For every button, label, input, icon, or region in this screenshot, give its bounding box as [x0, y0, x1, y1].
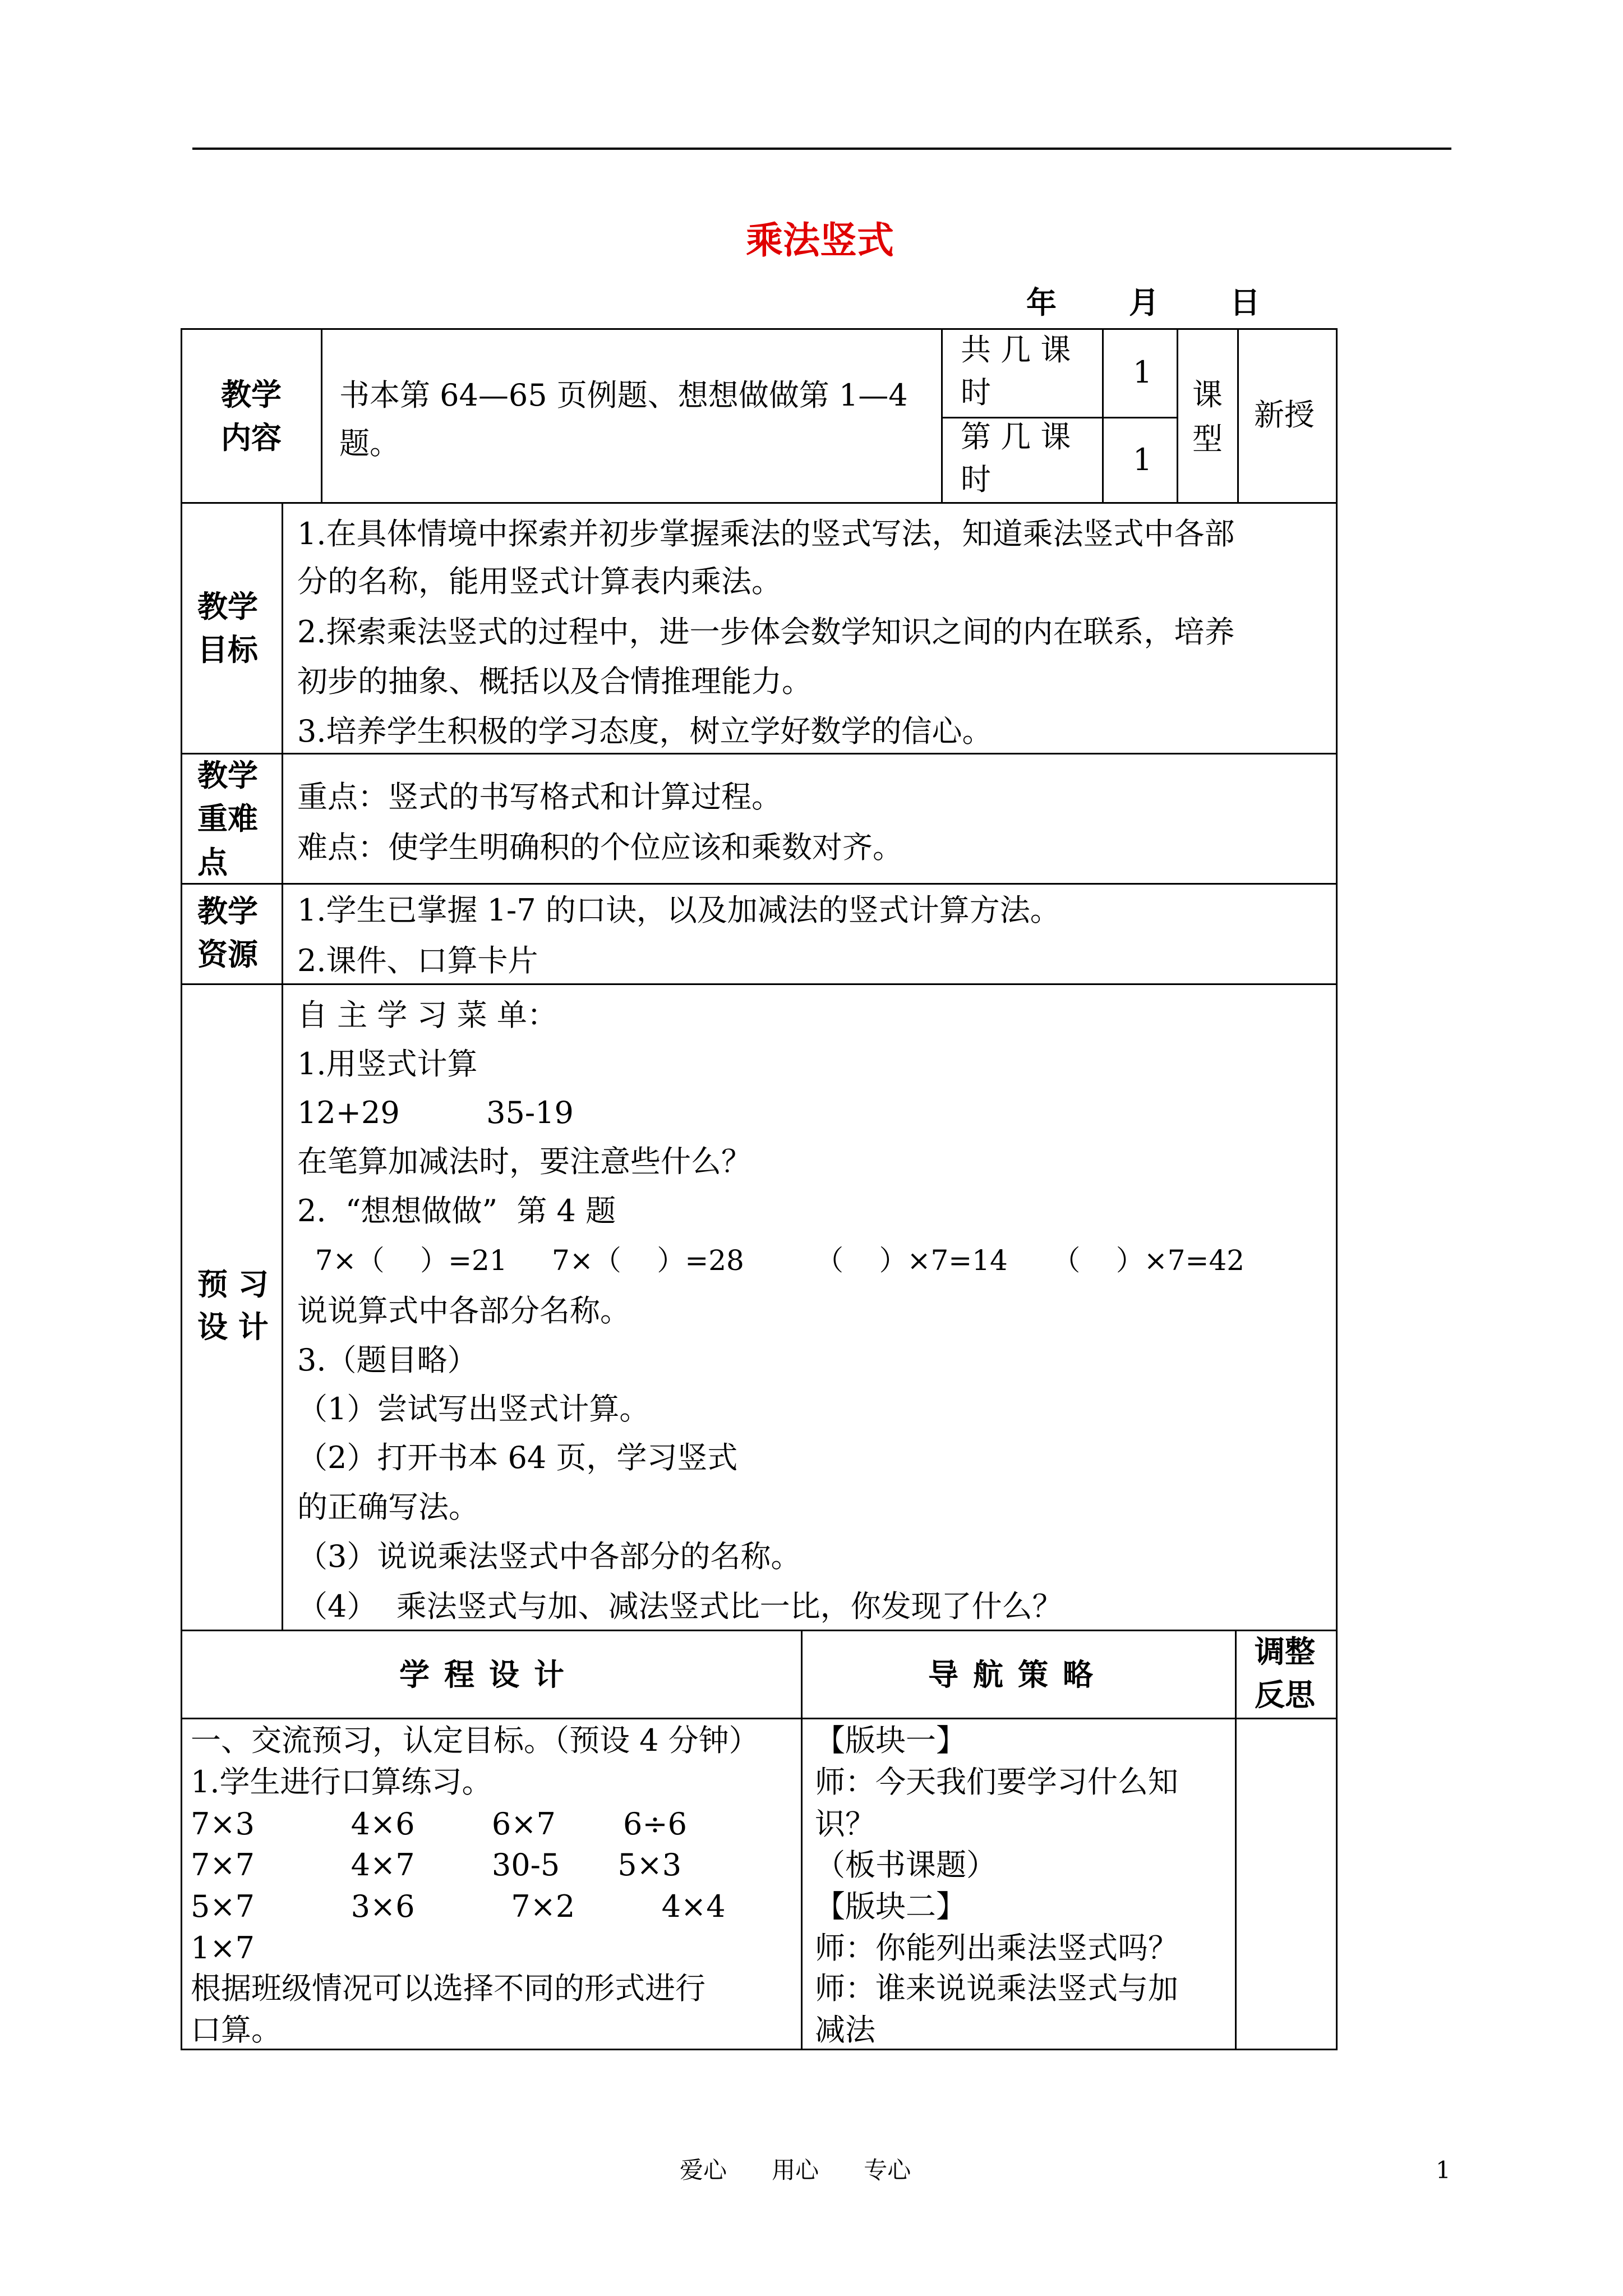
strategy-line: 识？ — [815, 1806, 875, 1842]
goal-line: 分的名称，能用竖式计算表内乘法。 — [297, 564, 782, 599]
key-points-label: 重难 — [197, 800, 258, 836]
content-text: 题。 — [339, 426, 400, 461]
header-rule — [192, 148, 1451, 150]
strategy-line: 减法 — [815, 2012, 875, 2047]
process-line: 7×3 4×6 6×7 6÷6 — [191, 1806, 687, 1842]
nth-period-label: 第 几 课 — [961, 419, 1071, 454]
key-points-label: 点 — [197, 844, 228, 880]
process-line: 1×7 — [191, 1930, 255, 1966]
preview-line: 自 主 学 习 菜 单： — [297, 997, 557, 1033]
strategy-line: 师：谁来说说乘法竖式与加 — [815, 1971, 1178, 2006]
resource-line: 2.课件、口算卡片 — [297, 943, 538, 978]
process-line: 根据班级情况可以选择不同的形式进行 — [191, 1971, 706, 2006]
reflection-header: 调整 — [1255, 1634, 1315, 1669]
date-month: 月 — [1129, 284, 1159, 320]
goal-line: 3.培养学生积极的学习态度，树立学好数学的信心。 — [297, 714, 993, 749]
preview-line: 1.用竖式计算 — [297, 1046, 478, 1082]
lesson-type-label: 课 — [1192, 377, 1223, 412]
process-line: 7×7 4×7 30-5 5×3 — [191, 1847, 682, 1883]
page-title: 乘法竖式 — [746, 218, 894, 262]
key-point-line: 重点：竖式的书写格式和计算过程。 — [297, 779, 782, 815]
total-periods-label: 共 几 课 — [961, 332, 1071, 367]
preview-line: 说说算式中各部分名称。 — [297, 1293, 630, 1328]
content-label: 教学 — [221, 376, 282, 412]
goals-label: 目标 — [197, 632, 258, 668]
preview-line: 12+29 35-19 — [297, 1095, 574, 1130]
preview-line: 7×（ ）=21 7×（ ）=28 （ ）×7=14 （ ）×7=42 — [297, 1244, 1245, 1277]
strategy-line: 【版块一】 — [815, 1723, 966, 1758]
strategy-line: 【版块二】 — [815, 1889, 966, 1924]
reflection-header: 反思 — [1255, 1677, 1315, 1713]
preview-line: 3.（题目略） — [297, 1342, 478, 1378]
lesson-type-value: 新授 — [1254, 397, 1315, 432]
preview-line: 的正确写法。 — [297, 1489, 479, 1525]
strategy-line: 师：今天我们要学习什么知 — [815, 1764, 1178, 1800]
goals-label: 教学 — [197, 588, 258, 624]
footer-motto: 爱心 用心 专心 — [680, 2156, 911, 2184]
preview-line: （2）打开书本 64 页，学习竖式 — [297, 1440, 738, 1475]
resources-label: 教学 — [197, 893, 258, 929]
date-year: 年 — [1026, 284, 1057, 320]
resources-label: 资源 — [197, 936, 258, 972]
goal-line: 初步的抽象、概括以及合情推理能力。 — [297, 664, 812, 699]
nth-period-value: 1 — [1133, 442, 1152, 477]
key-point-line: 难点：使学生明确积的个位应该和乘数对齐。 — [297, 830, 903, 865]
strategy-line: （板书课题） — [815, 1847, 997, 1883]
preview-line: （4） 乘法竖式与加、减法竖式比一比，你发现了什么？ — [297, 1589, 1063, 1624]
goal-line: 2.探索乘法竖式的过程中，进一步体会数学知识之间的内在联系，培养 — [297, 614, 1235, 650]
process-line: 一、交流预习，认定目标。（预设 4 分钟） — [191, 1723, 759, 1758]
total-periods-value: 1 — [1133, 355, 1152, 390]
preview-line: 2. “想想做做” 第 4 题 — [297, 1193, 616, 1228]
key-points-label: 教学 — [197, 757, 258, 793]
strategy-line: 师：你能列出乘法竖式吗？ — [815, 1930, 1178, 1966]
preview-label: 设 计 — [197, 1309, 269, 1345]
preview-line: （3）说说乘法竖式中各部分的名称。 — [297, 1539, 801, 1574]
content-text: 书本第 64—65 页例题、想想做做第 1—4 — [339, 378, 908, 413]
preview-line: （1）尝试写出竖式计算。 — [297, 1391, 650, 1427]
process-line: 1.学生进行口算练习。 — [191, 1764, 492, 1800]
total-periods-label: 时 — [961, 375, 991, 410]
process-header: 学程设计 — [399, 1657, 579, 1692]
date-day: 日 — [1230, 284, 1260, 320]
process-line: 口算。 — [191, 2012, 282, 2047]
lesson-type-label: 型 — [1192, 421, 1223, 457]
preview-label: 预 习 — [197, 1266, 269, 1302]
page-number: 1 — [1436, 2156, 1451, 2184]
preview-line: 在笔算加减法时，要注意些什么？ — [297, 1144, 751, 1179]
goal-line: 1.在具体情境中探索并初步掌握乘法的竖式写法，知道乘法竖式中各部 — [297, 516, 1235, 551]
resource-line: 1.学生已掌握 1-7 的口诀，以及加减法的竖式计算方法。 — [297, 892, 1061, 928]
nth-period-label: 时 — [961, 462, 991, 497]
process-line: 5×7 3×6 7×2 4×4 — [191, 1889, 726, 1924]
strategy-header: 导航策略 — [928, 1657, 1108, 1692]
content-label: 内容 — [221, 420, 282, 455]
